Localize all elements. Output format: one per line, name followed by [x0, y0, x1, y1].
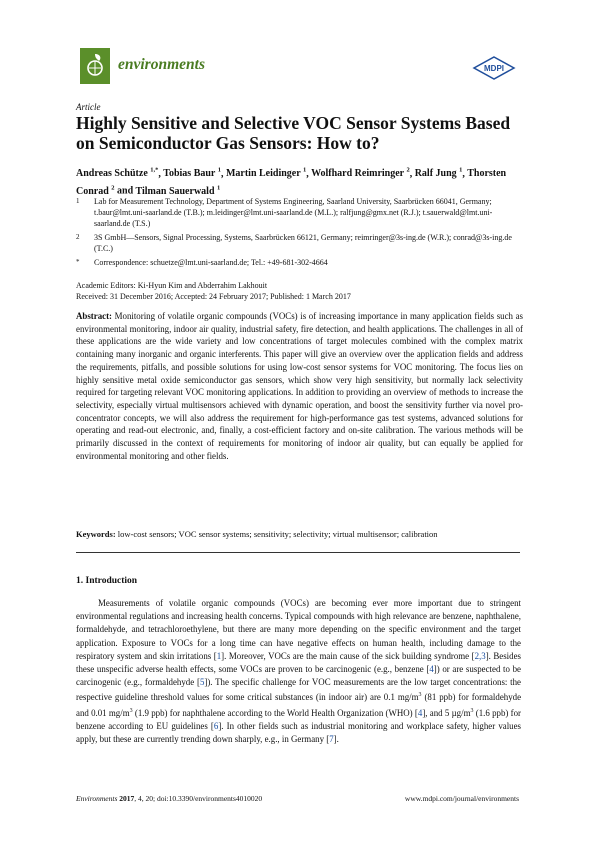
author-name[interactable]: Andreas Schütze $^{1,*}$	[76, 167, 159, 180]
correspondence	[76, 257, 526, 268]
author-separator: ,	[306, 168, 312, 180]
article-title: Highly Sensitive and Selective VOC Sensor Systems Based on Semiconductor Gas Sensors: How to?	[76, 113, 511, 153]
section-heading: 1. Introduction	[76, 576, 138, 586]
footer-journal: Environments	[76, 794, 118, 803]
citation-link[interactable]: 1	[216, 650, 222, 661]
affiliation-text: Lab for Measurement Technology, Department of Systems Engineering, Saarland University, Saarbrücken 66041, Germany; t.baur@lmt.uni-saarland.de (T.B.); m.leidinger@lmt.uni-saarland.de (M.L.); ralfjung@gmx.net (R.J.); t.sauerwald@lmt.uni-saarland.de (T.S.)	[94, 197, 493, 228]
author-separator: and	[114, 185, 136, 197]
divider	[76, 552, 520, 553]
correspondence-text: Correspondence: schuetze@lmt.uni-saarland.de; Tel.: +49-681-302-4664	[94, 258, 328, 267]
body-text-segment: ].	[333, 733, 339, 744]
footer-doi: , 4, 20; doi:10.3390/environments4010020	[134, 794, 263, 803]
footer-citation	[76, 794, 262, 803]
academic-editors: Academic Editors: Ki-Hyun Kim and Abderrahim Lakhouit	[76, 281, 268, 290]
superscript: 3	[470, 707, 474, 714]
affiliation-mark: 1	[76, 197, 80, 205]
body-text-segment: ]. Moreover, VOCs are the main cause of the sick building syndrome [	[221, 650, 475, 661]
affiliation-mark: *	[76, 258, 80, 266]
keywords	[76, 528, 523, 540]
author-affiliation-mark: 2	[111, 184, 115, 192]
citation-link[interactable]: 2,3	[474, 650, 486, 661]
superscript: 3	[418, 692, 422, 699]
publication-info	[76, 280, 526, 302]
body-text-segment: ]) or are suspected to be carcinogenic (e.g., formaldehyde [	[76, 664, 521, 688]
body-text-segment: ]. Besides these unspecific adverse health effects, some VOCs are proven to be carcinogenic (e.g., benzene [	[76, 650, 521, 675]
author-name[interactable]: Martin Leidinger $^1$	[225, 167, 307, 180]
author-list	[76, 164, 526, 199]
body-text-segment: Measurements of volatile organic compounds (VOCs) are becoming ever more important due to stringent environmental regulations and increasing health concerns. Typical compounds with high relevance are benzene, naphthalene, formaldehyde, and tetrachloroethylene, but there are many more depending on the specific environment and the target application. Exposure to VOCs for a long time can have negative effects on human health, including damage to the respiratory system and skin irritations [	[76, 598, 521, 661]
body-text-segment: (1.6 ppb) for benzene according to EU guidelines [	[76, 707, 521, 731]
abstract-label: Abstract:	[76, 311, 112, 321]
journal-name[interactable]: environments	[118, 56, 205, 73]
keywords-label: Keywords:	[76, 529, 116, 539]
body-text-segment: ]). The specific challenge for VOC measurements are the low target concentrations: the respective guideline threshold values for some critical substances (in indoor air) are 0.1 mg/m	[76, 677, 521, 703]
footer-url[interactable]: www.mdpi.com/journal/environments	[404, 794, 519, 803]
author-name[interactable]: Wolfhard Reimringer $^2$	[311, 167, 410, 180]
article-type: Article	[76, 102, 101, 112]
citation-link[interactable]: 4	[417, 707, 423, 718]
author-name[interactable]: Thorsten Conrad $^2$	[76, 168, 507, 197]
publisher-name: MDPI	[484, 64, 504, 73]
publication-dates: Received: 31 December 2016; Accepted: 24 February 2017; Published: 1 March 2017	[76, 292, 351, 301]
journal-logo	[80, 48, 110, 84]
author-separator: ,	[409, 168, 415, 180]
abstract-text: Monitoring of volatile organic compounds (VOCs) is of increasing importance in many application fields such as environmental monitoring, indoor air quality, industrial safety, fire detection, and health applications. The challenges in all of these applications are the wide variety and low concentrations of target molecules combined with the complex matrix containing many inorganic and organic interferents. This paper will give an overview over the application fields and address the requirements, pitfalls, and possible solutions for using low-cost sensor systems for VOC monitoring. The focus lies on highly sensitive metal oxide semiconductor gas sensors, which show very high sensitivity, but normally lack selectivity required for targeting relevant VOC monitoring applications. In addition to providing an overview of methods to increase the selectivity, especially virtual multisensors achieved with dynamic operation, and boost the sensitivity further via novel pro-concentrator concepts, we will also address the requirement for high-performance gas test systems, advanced solutions for operating and read-out electronic, and, finally, a cost-efficient factory and on-site calibration. The various methods will be primarily discussed in the context of requirements for monitoring of indoor air quality, but can equally be applied for environmental monitoring and other fields.	[76, 311, 523, 461]
author-affiliation-mark: 1	[217, 184, 221, 192]
globe-leaf-icon	[80, 48, 110, 84]
author-separator: ,	[158, 168, 164, 180]
citation-link[interactable]: 5	[199, 677, 205, 688]
author-affiliation-mark: 2	[406, 167, 410, 174]
keywords-text: low-cost sensors; VOC sensor systems; sensitivity; selectivity; virtual multisensor; calibration	[117, 529, 438, 539]
author-name[interactable]: Tobias Baur $^1$	[163, 167, 221, 180]
introduction-paragraph	[76, 597, 521, 746]
author-affiliation-mark: 1	[302, 167, 307, 174]
affiliation-2	[76, 232, 526, 254]
affiliations	[76, 196, 526, 271]
author-name[interactable]: Tilman Sauerwald $^1$	[135, 184, 221, 197]
author-affiliation-mark: 1	[217, 167, 221, 174]
body-text-segment: ], and 5 µg/m	[422, 707, 471, 718]
author-name[interactable]: Ralf Jung $^1$	[414, 167, 463, 180]
author-separator: ,	[462, 168, 468, 180]
body-text-segment: (1.9 ppb) for naphthalene according to the World Health Organization (WHO) [	[132, 707, 418, 718]
superscript: 3	[129, 707, 133, 714]
footer-year: 2017	[119, 794, 135, 803]
affiliation-1	[76, 196, 526, 229]
mdpi-logo-icon	[472, 56, 516, 80]
body-text-segment: (81 ppb) for formaldehyde and 0.01 mg/m	[76, 692, 522, 718]
author-affiliation-mark: 1,*	[150, 167, 159, 174]
affiliation-text: 3S GmbH—Sensors, Signal Processing, Systems, Saarbrücken 66121, Germany; reimringer@3s-ing.de (W.R.); conrad@3s-ing.de (T.C.)	[94, 233, 512, 253]
citation-link[interactable]: 6	[213, 720, 219, 731]
citation-link[interactable]: 7	[329, 733, 334, 744]
author-affiliation-mark: 1	[459, 167, 463, 174]
publisher-logo[interactable]	[472, 56, 516, 80]
body-text-segment: ]. In other fields such as industrial monitoring and workplace safety, higher values apply, but these are currently trending down sharply, e.g., in Germany [	[76, 720, 521, 744]
citation-link[interactable]: 4	[429, 664, 434, 675]
author-separator: ,	[220, 168, 226, 180]
abstract	[76, 310, 523, 462]
affiliation-mark: 2	[76, 233, 80, 241]
